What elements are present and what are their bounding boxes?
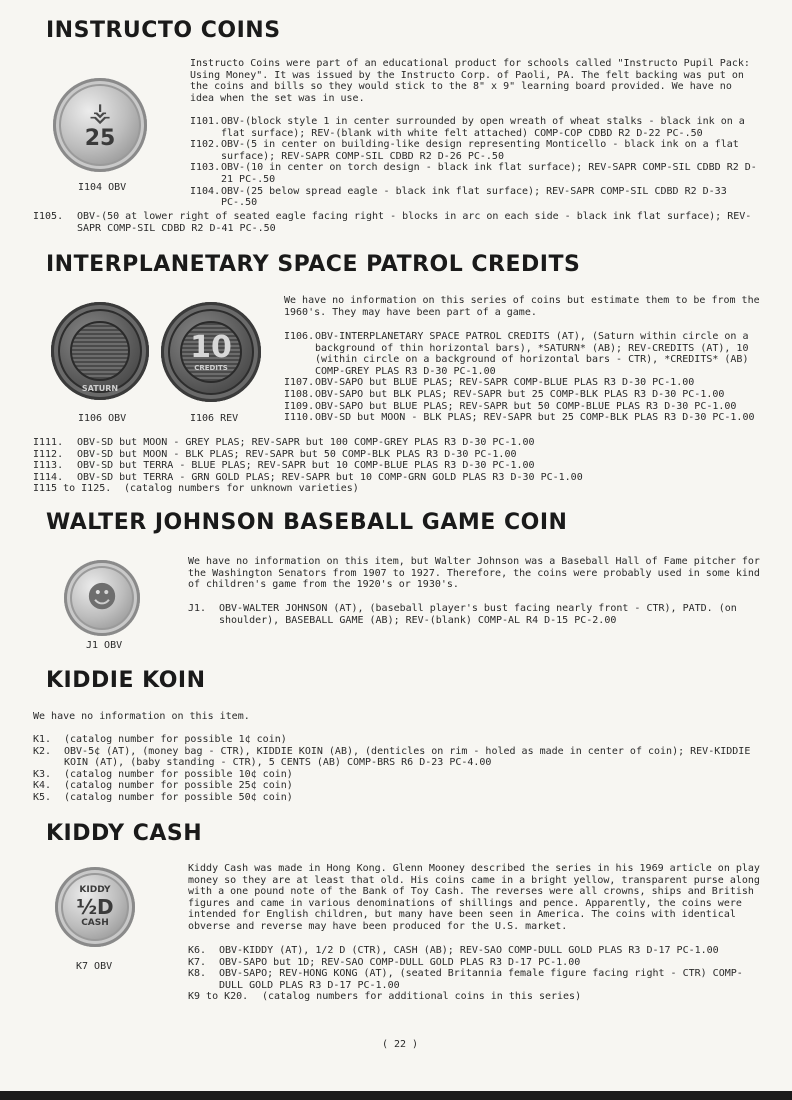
list-item: K5. (catalog number for possible 50¢ coin) xyxy=(33,791,293,803)
coin-label-cash: CASH xyxy=(81,918,109,928)
entries-instructo-wide xyxy=(33,211,763,234)
list-item: K7. OBV-SAPO but 1D; REV-SAO COMP-DULL GOLD PLAS R3 D-17 PC-1.00 xyxy=(188,956,581,968)
intro-walter-johnson: We have no information on this item, but Walter Johnson was a Baseball Hall of Fame pitcher for the Washington Senators from 1907 to 1927. Therefore, the coins were probably used in some kind of children's game from the 1920's or 1930's. xyxy=(188,556,760,591)
entries-kiddie-koin xyxy=(33,734,778,804)
list-item: I110. OBV-SD but MOON - BLK PLAS; REV-SAPR but 25 COMP-BLK PLAS R3 D-30 PC-1.00 xyxy=(284,412,755,424)
coin-image-i106-rev xyxy=(161,302,261,402)
entries-kiddy-cash xyxy=(188,945,762,1003)
eagle-icon: ⚶ xyxy=(88,98,112,128)
caption-i106-obv: I106 OBV xyxy=(78,413,127,424)
coin-image-k7-obv xyxy=(55,867,135,947)
caption-i106-rev: I106 REV xyxy=(190,413,239,424)
list-item: I104. OBV-(25 below spread eagle - black ink flat surface); REV-SAPR COMP-SIL CDBD R2 D-33 PC-.50 xyxy=(190,185,727,209)
coin-image-i104-obv xyxy=(53,78,147,172)
section-title-instructo: INSTRUCTO COINS xyxy=(46,18,281,43)
coin-image-j1-obv xyxy=(64,560,140,636)
list-item: I111. OBV-SD but MOON - GREY PLAS; REV-SAPR but 100 COMP-GREY PLAS R3 D-30 PC-1.00 xyxy=(33,437,535,448)
caption-k7-obv: K7 OBV xyxy=(76,961,113,972)
list-item: I103. OBV-(10 in center on torch design - black ink flat surface); REV-SAPR COMP-SIL CDBD R2 D-21 PC-.50 xyxy=(190,162,757,185)
caption-i104-obv: I104 OBV xyxy=(78,182,127,193)
entries-space-patrol xyxy=(284,331,762,424)
list-item: J1. OBV-WALTER JOHNSON (AT), (baseball player's bust facing nearly front - CTR), PATD. (on shoulder), BASEBALL GAME (AB); REV-(blank) COMP-AL R4 D-15 PC-2.00 xyxy=(188,603,737,626)
page-number: ( 22 ) xyxy=(381,1039,419,1050)
list-item: K2. OBV-5¢ (AT), (money bag - CTR), KIDDIE KOIN (AB), (denticles on rim - holed as made in center of coin); REV-KIDDIE KOIN (AT), (baby standing - CTR), 5 CENTS (AB) COMP-BRS R6 D-23 PC-4.00 xyxy=(33,745,751,769)
list-item: I107. OBV-SAPO but BLUE PLAS; REV-SAPR COMP-BLUE PLAS R3 D-30 PC-1.00 xyxy=(284,377,695,389)
list-item: I108. OBV-SAPO but BLK PLAS; REV-SAPR but 25 COMP-BLK PLAS R3 D-30 PC-1.00 xyxy=(284,388,725,400)
entries-space-patrol-wide xyxy=(33,437,763,495)
section-title-space-patrol: INTERPLANETARY SPACE PATROL CREDITS xyxy=(46,252,581,277)
scan-edge-bar xyxy=(0,1091,792,1100)
coin-label-half-d: ½D xyxy=(76,895,114,919)
list-item: I109. OBV-SAPO but BLUE PLAS; REV-SAPR but 50 COMP-BLUE PLAS R3 D-30 PC-1.00 xyxy=(284,400,737,412)
section-title-walter-johnson: WALTER JOHNSON BASEBALL GAME COIN xyxy=(46,510,568,535)
list-item: K3. (catalog number for possible 10¢ coin) xyxy=(33,768,293,780)
list-item: K6. OBV-KIDDY (AT), 1/2 D (CTR), CASH (AB); REV-SAO COMP-DULL GOLD PLAS R3 D-17 PC-1.00 xyxy=(188,945,719,956)
list-item: K8. OBV-SAPO; REV-HONG KONG (AT), (seated Britannia female figure facing right - CTR) COMP-DULL GOLD PLAS R3 D-17 PC-1.00 xyxy=(188,968,743,991)
intro-instructo: Instructo Coins were part of an educational product for schools called "Instructo Pupil Pack: Using Money". It was issued by the Instructo Corp. of Paoli, PA. The felt backing was put on the coins and bills so they would stick to the 8" x 9" learning board provided. We have no idea when the set was in use. xyxy=(190,58,750,104)
player-bust-icon: ☻ xyxy=(86,580,118,615)
list-item: I102. OBV-(5 in center on building-like design representing Monticello - black ink on a flat surface); REV-SAPR COMP-SIL CDBD R2 D-26 PC-.50 xyxy=(190,139,739,162)
coin-label-saturn: SATURN xyxy=(81,384,119,393)
list-item: I105. OBV-(50 at lower right of seated eagle facing right - blocks in arc on each side - black ink flat surface); REV-SAPR COMP-SIL CDBD R2 D-41 PC-.50 xyxy=(33,211,752,234)
coin-image-i106-obv xyxy=(51,302,149,400)
list-item: K9 to K20. (catalog numbers for additional coins in this series) xyxy=(188,991,582,1003)
section-title-kiddie-koin: KIDDIE KOIN xyxy=(46,668,206,693)
entries-instructo xyxy=(190,116,762,209)
intro-kiddy-cash: Kiddy Cash was made in Hong Kong. Glenn Mooney described the series in his 1969 article on play money so they are at least that old. His coins came in a bright yellow, transparent purse along with a one pound note of the Bank of Toy Cash. The reverses were all crowns, ships and British figures and came in various denominations of shillings and pence. Apparently, the coins were intended for English children, but many have been seen in America. The coins with identical obverse and reverse may have been produced for the U.S. market. xyxy=(188,863,760,932)
list-item: I113. OBV-SD but TERRA - BLUE PLAS; REV-SAPR but 10 COMP-BLUE PLAS R3 D-30 PC-1.00 xyxy=(33,460,535,472)
coin-label-kiddy: KIDDY xyxy=(79,885,111,895)
coin-label-credits: CREDITS xyxy=(194,363,228,372)
list-item: I101. OBV-(block style 1 in center surrounded by open wreath of wheat stalks - black ink on a flat surface); REV-(blank with white felt attached) COMP-COP CDBD R2 D-22 PC-.50 xyxy=(190,116,745,139)
list-item: I112. OBV-SD but MOON - BLK PLAS; REV-SAPR but 50 COMP-BLK PLAS R3 D-30 PC-1.00 xyxy=(33,448,517,460)
list-item: I106. OBV-INTERPLANETARY SPACE PATROL CREDITS (AT), (Saturn within circle on a background of thin horizontal bars), *SATURN* (AB); REV-CREDITS (AT), 10 (within circle on a background of horizontal bars - CTR), *CREDITS* (AB) COMP-GREY PLAS R3 D-30 PC-1.00 xyxy=(284,331,749,377)
list-item: I115 to I125. (catalog numbers for unknown varieties) xyxy=(33,483,359,495)
list-item: K4. (catalog number for possible 25¢ coin) xyxy=(33,780,293,792)
coin-label-10: 10 xyxy=(190,329,232,365)
list-item: I114. OBV-SD but TERRA - GRN GOLD PLAS; REV-SAPR but 10 COMP-GRN GOLD PLAS R3 D-30 PC-1.00 xyxy=(33,471,583,483)
list-item: K1. (catalog number for possible 1¢ coin) xyxy=(33,734,287,745)
section-title-kiddy-cash: KIDDY CASH xyxy=(46,821,203,846)
intro-space-patrol: We have no information on this series of coins but estimate them to be from the 1960's. They may have been part of a game. xyxy=(284,295,760,318)
caption-j1-obv: J1 OBV xyxy=(86,640,123,651)
coin-label-25: 25 xyxy=(84,126,116,151)
entries-walter-johnson xyxy=(188,603,740,626)
intro-kiddie-koin: We have no information on this item. xyxy=(33,711,250,722)
